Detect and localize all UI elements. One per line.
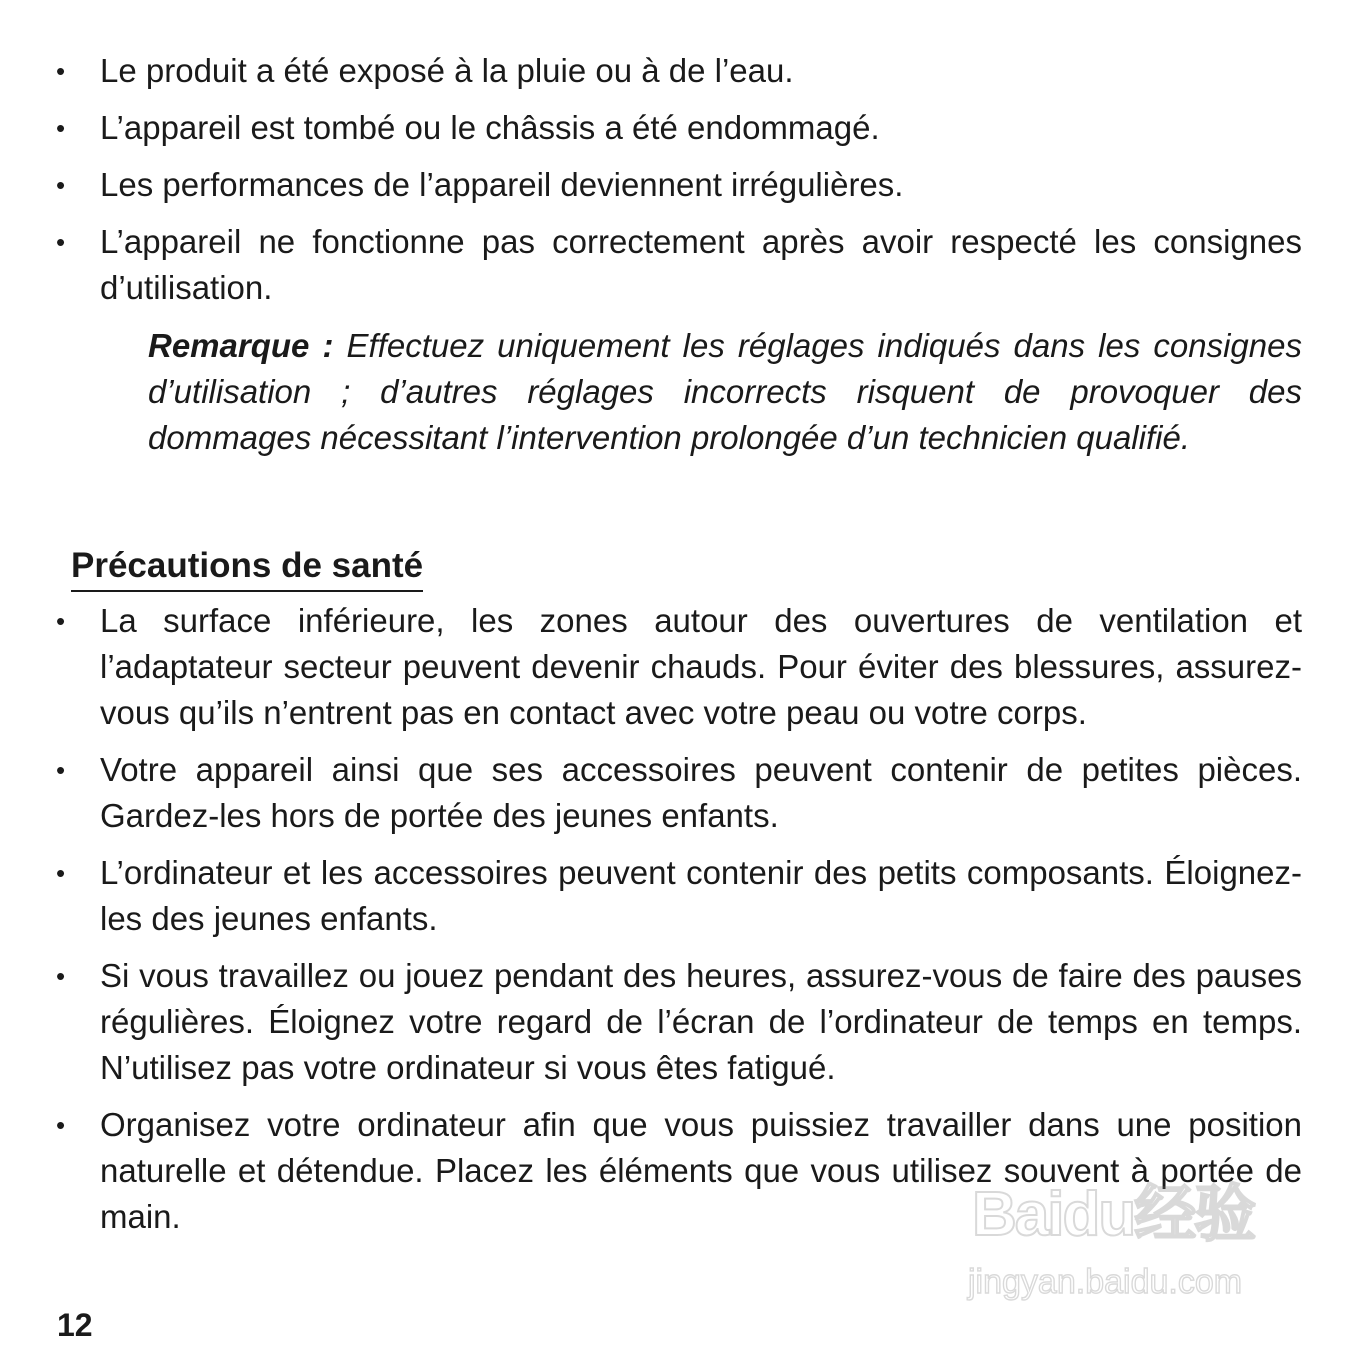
list-item-text: L’appareil est tombé ou le châssis a été endommagé. (100, 109, 880, 146)
remark-label: Remarque : (148, 327, 334, 364)
list-item-text: La surface inférieure, les zones autour des ouvertures de ventilation et l’adaptateur secteur peuvent devenir chauds. Pour éviter des blessures, assurez-vous qu’ils n’entrent pas en contact avec votre peau ou votre corps. (100, 602, 1302, 731)
list-item (56, 953, 1302, 1091)
bullet-icon: • (56, 170, 66, 200)
list-item (56, 598, 1302, 736)
bullet-icon: • (56, 1110, 66, 1140)
bullet-list-top (56, 48, 1302, 322)
watermark-logo: Baidu经验 (972, 1180, 1255, 1249)
bullet-icon: • (56, 858, 66, 888)
watermark-url: jingyan.baidu.com (968, 1263, 1243, 1301)
page-number: 12 (57, 1307, 93, 1343)
list-item-text: Si vous travaillez ou jouez pendant des heures, assurez-vous de faire des pauses régulières. Éloignez votre regard de l’écran de l’ordinateur de temps en temps. N’utilisez pas votre ordinateur si vous êtes fatigué. (100, 957, 1302, 1086)
list-item-text: L’appareil ne fonctionne pas correctement après avoir respecté les consignes d’utilisation. (100, 223, 1302, 306)
remark-text: Effectuez uniquement les réglages indiqués dans les consignes d’utilisation ; d’autres réglages incorrects risquent de provoquer des dommages nécessitant l’intervention prolongée d’un technicien qualifié. (148, 327, 1302, 456)
list-item (56, 162, 1302, 208)
bullet-list-health (56, 598, 1302, 1251)
list-item (56, 1102, 1302, 1240)
list-item-text: Le produit a été exposé à la pluie ou à de l’eau. (100, 52, 794, 89)
bullet-icon: • (56, 56, 66, 86)
bullet-icon: • (56, 606, 66, 636)
bullet-icon: • (56, 755, 66, 785)
remark-note (148, 323, 1302, 461)
list-item (56, 850, 1302, 942)
bullet-icon: • (56, 113, 66, 143)
bullet-icon: • (56, 227, 66, 257)
list-item-text: Les performances de l’appareil deviennent irrégulières. (100, 166, 904, 203)
list-item (56, 105, 1302, 151)
list-item (56, 219, 1302, 311)
list-item-text: L’ordinateur et les accessoires peuvent contenir des petits composants. Éloignez-les des jeunes enfants. (100, 854, 1302, 937)
list-item-text: Votre appareil ainsi que ses accessoires peuvent contenir de petites pièces. Gardez-les hors de portée des jeunes enfants. (100, 751, 1302, 834)
list-item (56, 747, 1302, 839)
list-item-text: Organisez votre ordinateur afin que vous puissiez travailler dans une position naturelle et détendue. Placez les éléments que vous utilisez souvent à portée de main. (100, 1106, 1302, 1235)
bullet-icon: • (56, 961, 66, 991)
list-item (56, 48, 1302, 94)
section-title: Précautions de santé (71, 542, 423, 592)
